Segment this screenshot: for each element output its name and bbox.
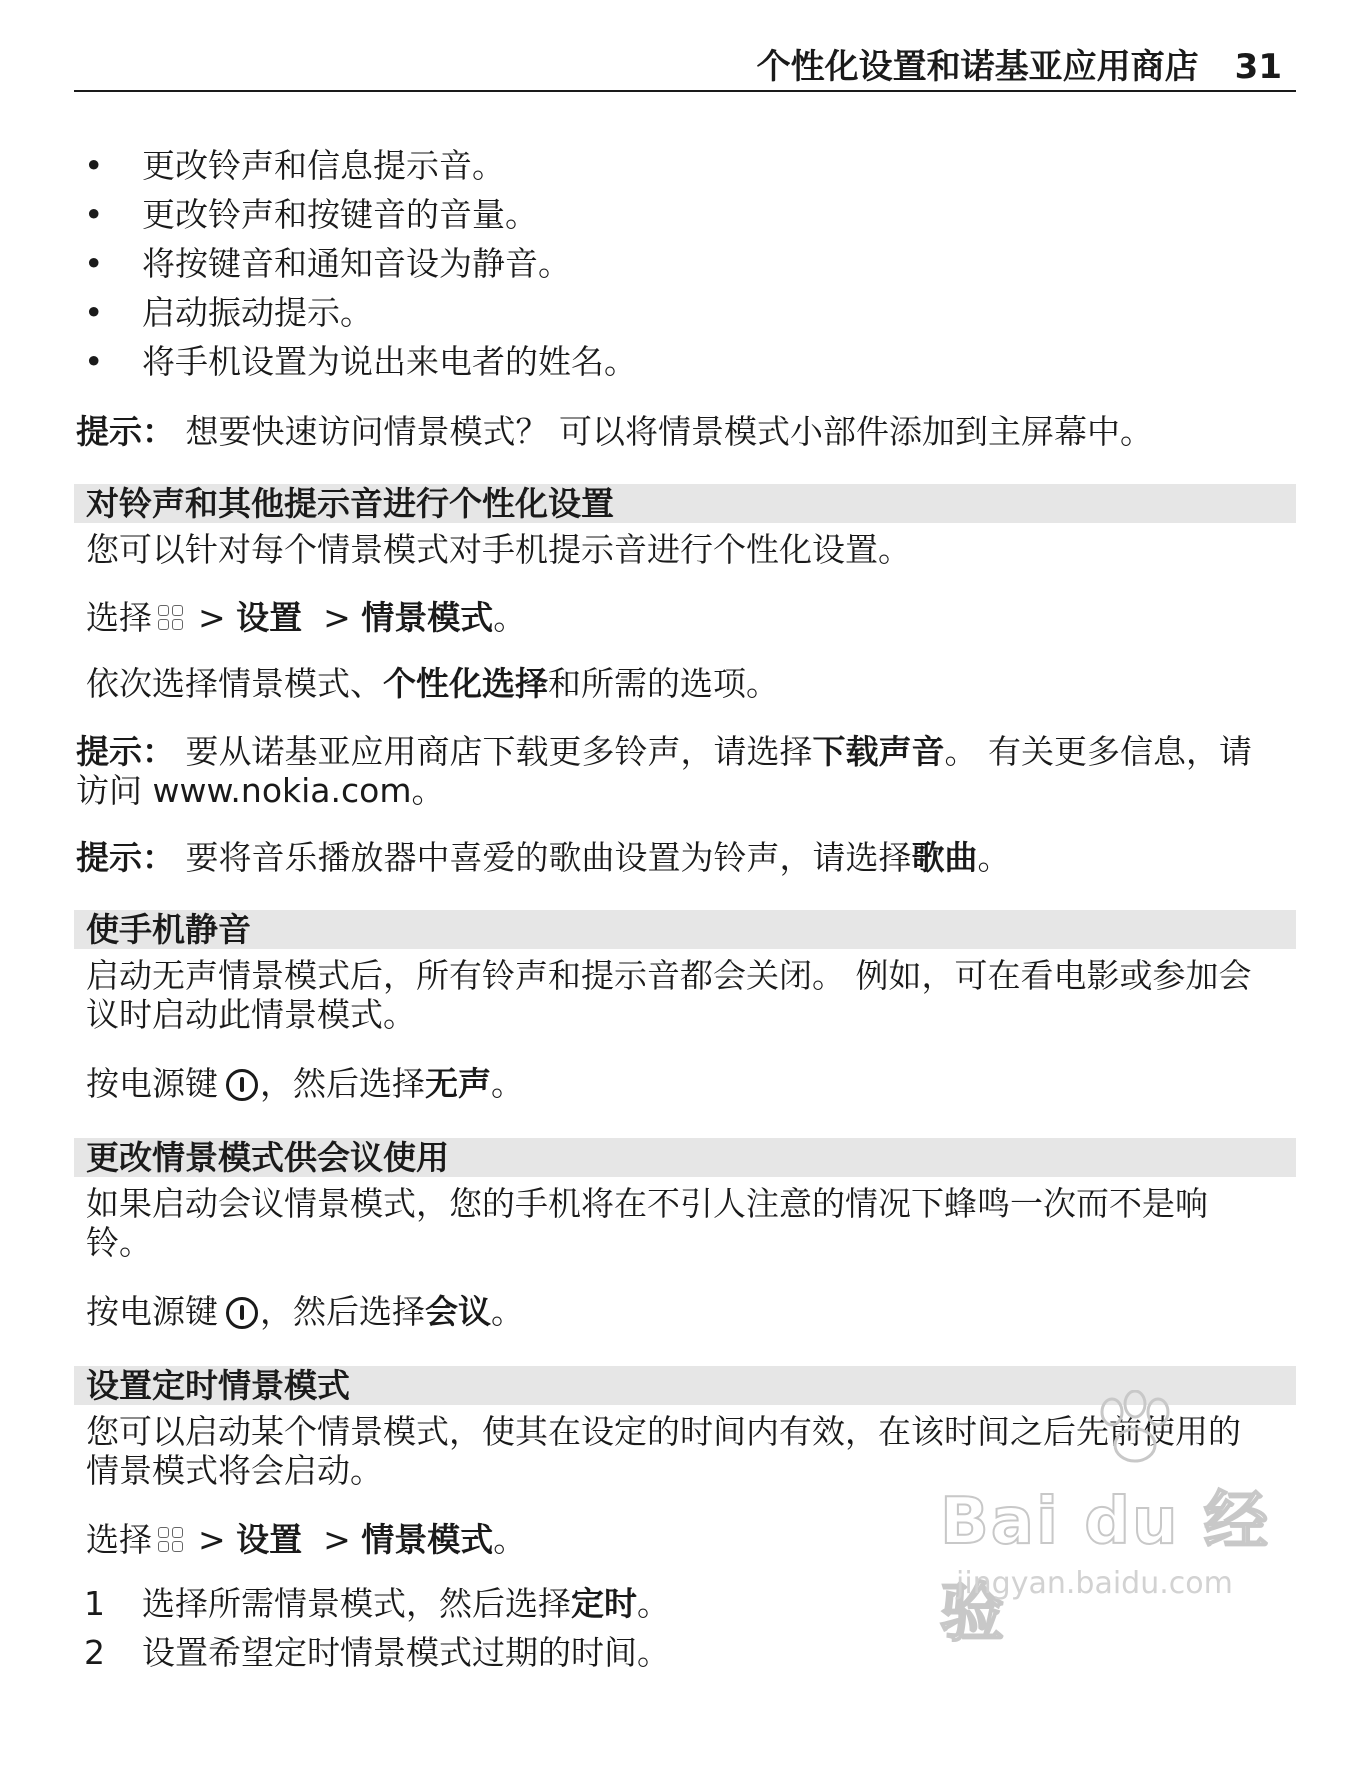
- apps-grid-icon: [156, 1525, 186, 1555]
- watermark-url: jingyan.baidu.com: [956, 1566, 1233, 1601]
- list-item: • 将手机设置为说出来电者的姓名。: [84, 342, 637, 381]
- list-item: • 启动振动提示。: [84, 293, 373, 332]
- tip-widget: 提示： 想要快速访问情景模式？ 可以将情景模式小部件添加到主屏幕中。: [76, 412, 1153, 451]
- section-intro: 启动无声情景模式后，所有铃声和提示音都会关闭。 例如，可在看电影或参加会议时启动此情景模式。: [86, 956, 1252, 1034]
- menu-path: 选择 > 设置 > 情景模式。: [86, 1520, 527, 1559]
- menu-profiles: 情景模式: [361, 598, 494, 637]
- section-intro: 如果启动会议情景模式，您的手机将在不引人注意的情况下蜂鸣一次而不是响铃。: [86, 1184, 1208, 1262]
- baidu-jingyan-watermark: [940, 1390, 1270, 1651]
- section-heading: 更改情景模式供会议使用: [74, 1138, 1296, 1177]
- instruction: 按电源键 ，然后选择会议。: [86, 1292, 524, 1331]
- tip-song: 提示： 要将音乐播放器中喜爱的歌曲设置为铃声，请选择歌曲。: [76, 838, 1011, 877]
- section-intro: 您可以针对每个情景模式对手机提示音进行个性化设置。: [86, 530, 911, 569]
- page-header: [74, 44, 1296, 92]
- menu-settings: 设置: [236, 1520, 303, 1559]
- power-key-icon: [226, 1297, 258, 1329]
- menu-path: 选择 > 设置 > 情景模式。: [86, 598, 527, 637]
- instruction: 按电源键 ，然后选择无声。: [86, 1064, 524, 1103]
- list-item: • 更改铃声和信息提示音。: [84, 146, 505, 185]
- feature-list: [74, 146, 1296, 391]
- section-intro: 您可以启动某个情景模式，使其在设定的时间内有效，在该时间之后先前使用的情景模式将会启动。: [86, 1412, 1241, 1490]
- section-heading: 对铃声和其他提示音进行个性化设置: [74, 484, 1296, 523]
- list-item: 1 选择所需情景模式，然后选择定时。: [84, 1584, 670, 1623]
- instruction: 依次选择情景模式、个性化选择和所需的选项。: [86, 664, 779, 703]
- paw-icon: [1090, 1390, 1180, 1470]
- list-item: • 更改铃声和按键音的音量。: [84, 195, 538, 234]
- list-item: 2 设置希望定时情景模式过期的时间。: [84, 1633, 670, 1672]
- power-key-icon: [226, 1069, 258, 1101]
- page-number: 31: [1234, 47, 1282, 87]
- apps-grid-icon: [156, 603, 186, 633]
- section-heading: 使手机静音: [74, 910, 1296, 949]
- section-heading: 设置定时情景模式: [74, 1366, 1296, 1405]
- menu-profiles: 情景模式: [361, 1520, 494, 1559]
- tip-download: 提示： 要从诺基亚应用商店下载更多铃声，请选择下载声音。 有关更多信息，请访问 www.nokia.com。: [76, 732, 1252, 810]
- page-header-title: 个性化设置和诺基亚应用商店: [756, 47, 1199, 87]
- watermark-logo: Bai du 经验: [940, 1485, 1270, 1651]
- menu-settings: 设置: [236, 598, 303, 637]
- list-item: • 将按键音和通知音设为静音。: [84, 244, 571, 283]
